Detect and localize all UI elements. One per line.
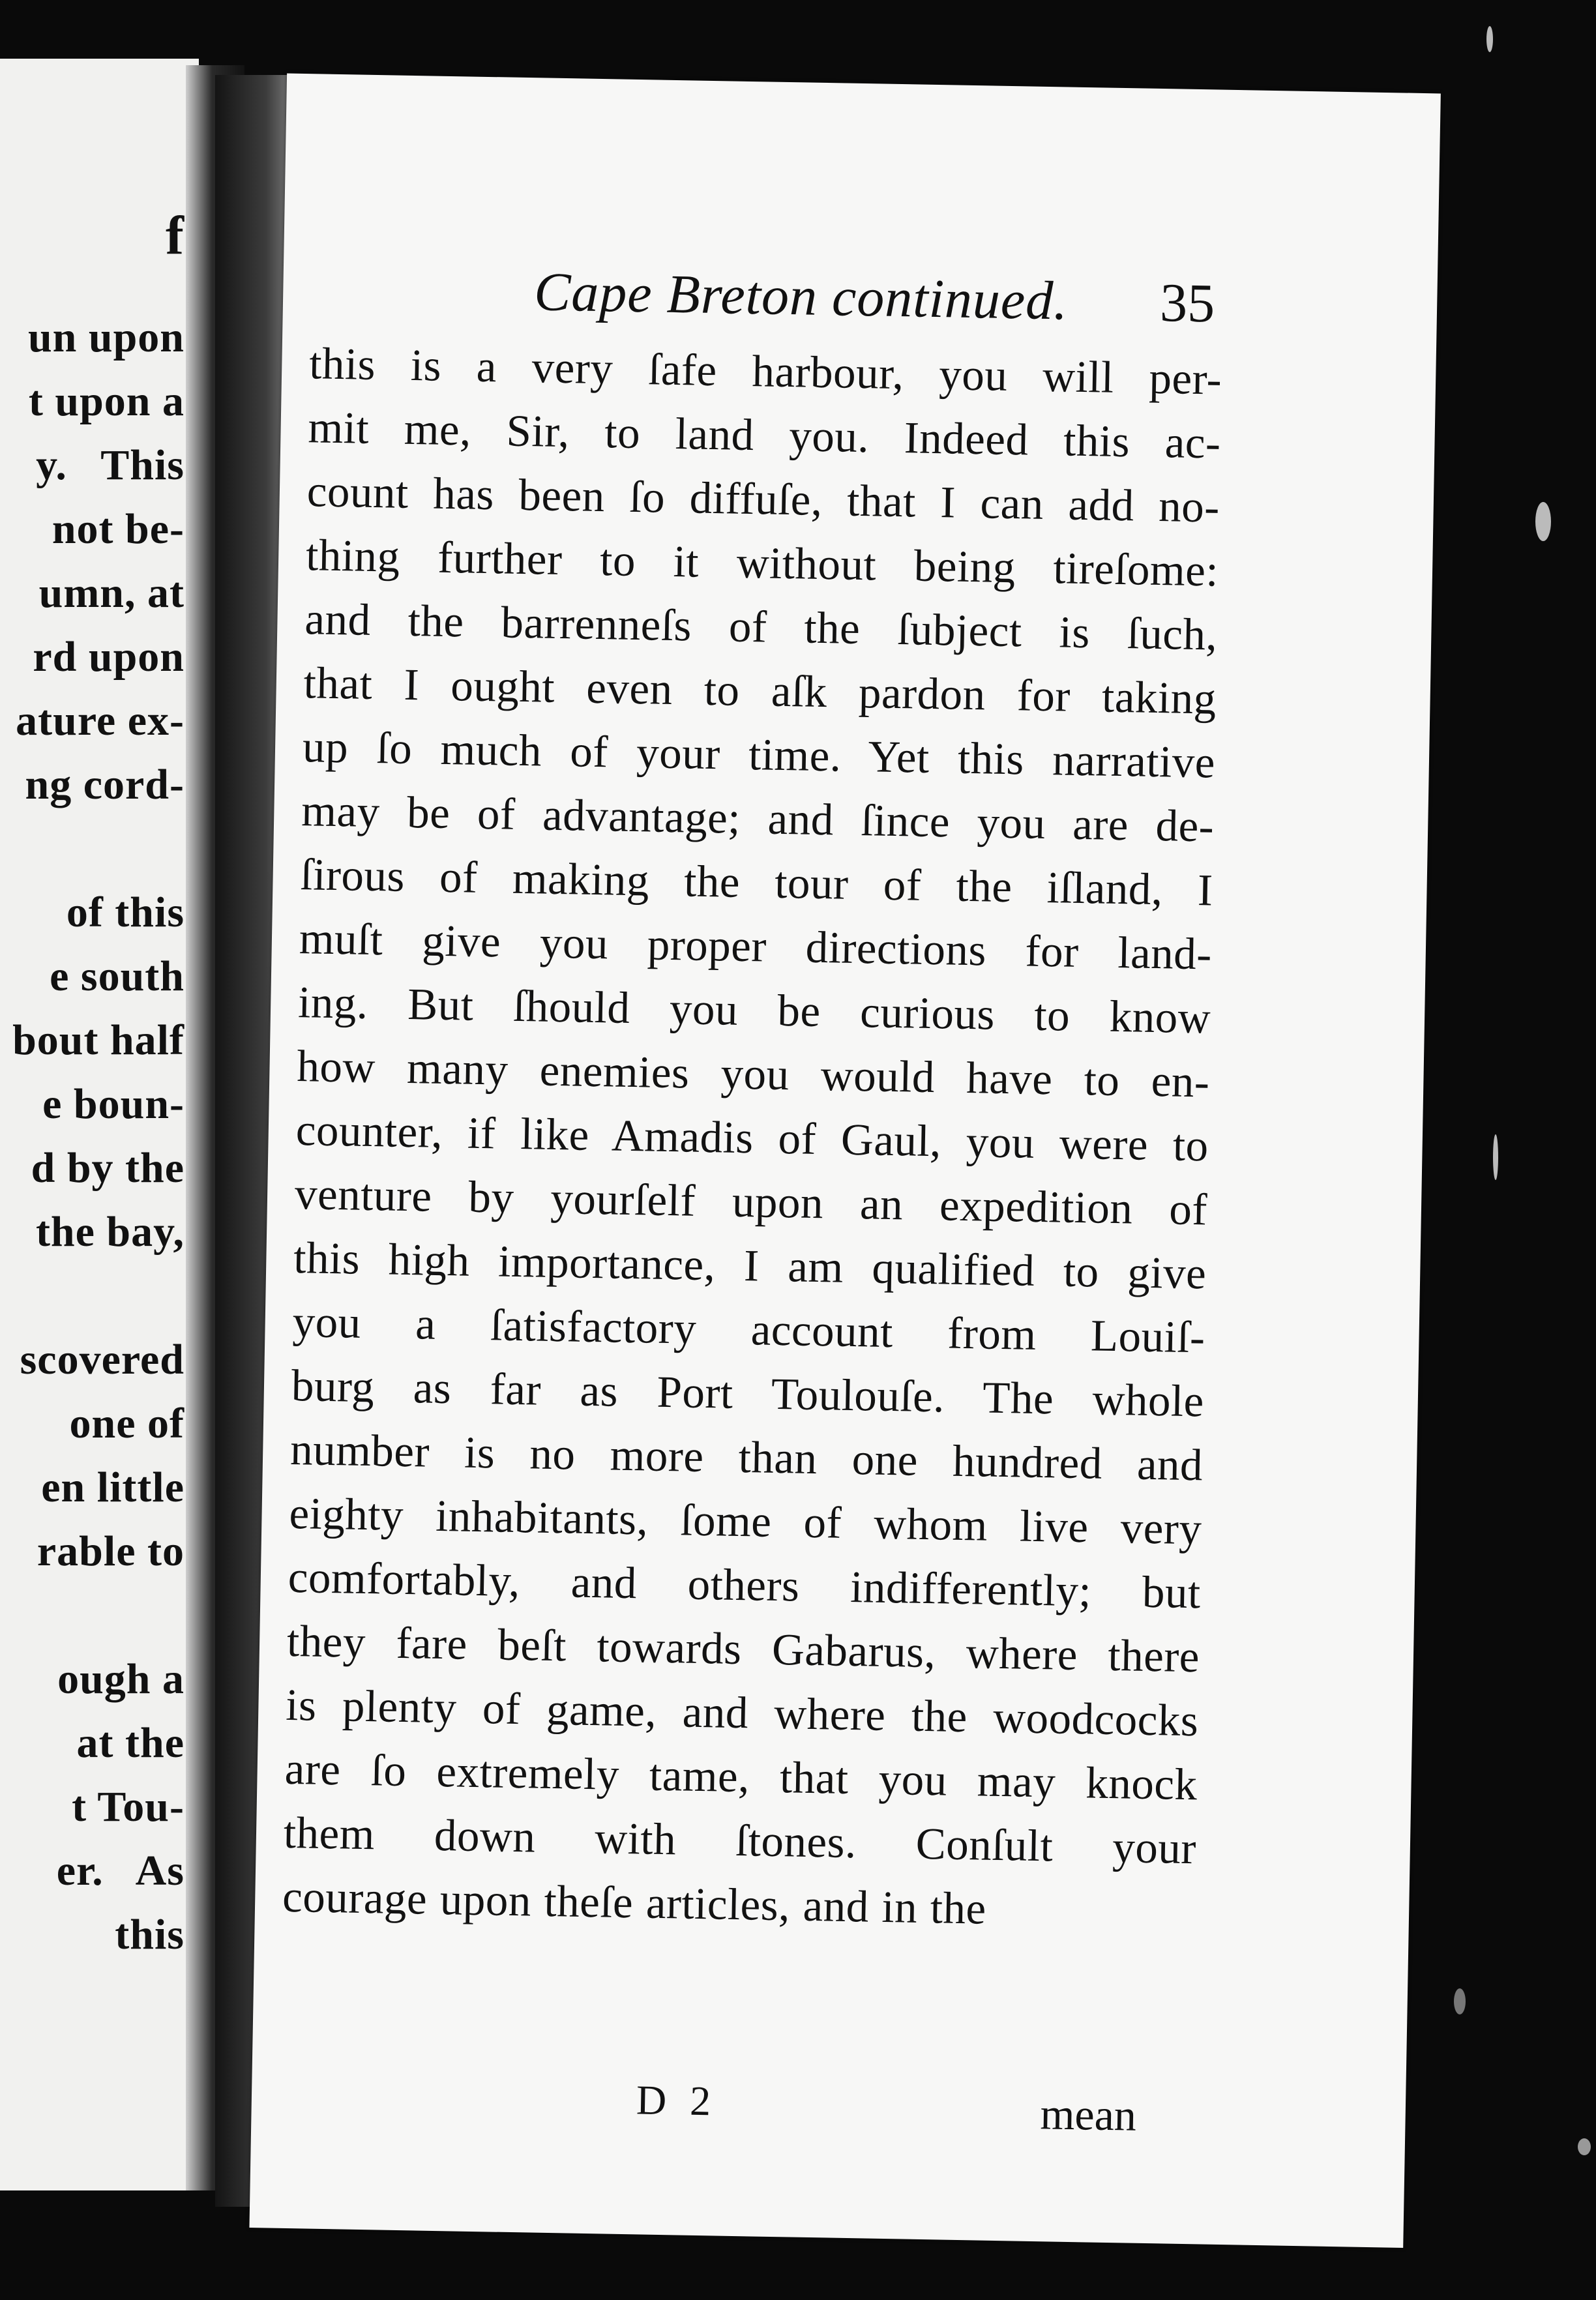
book-page (249, 74, 1440, 2248)
left-page-line: one of (69, 1400, 185, 1447)
signature-mark: D 2 (636, 2076, 718, 2125)
left-page-line: e boun- (42, 1080, 185, 1128)
text-line: are ſo extremely tame, that you may knock (284, 1743, 1198, 1810)
text-line: them down with ſtones. Conſult your (283, 1807, 1197, 1874)
left-page-line: en little (41, 1464, 185, 1511)
left-facing-page (0, 59, 199, 2190)
text-line: may be of advantage; and ſince you are de- (301, 786, 1215, 851)
scan-speck (1493, 1134, 1498, 1180)
text-line: ing. But ſhould you be curious to know (297, 977, 1211, 1043)
text-line: that I ought even to aſk pardon for taking (303, 658, 1217, 724)
scan-speck (1535, 502, 1551, 541)
text-line: ſirous of making the tour of the iſland, I (300, 849, 1214, 915)
left-page-line: ature ex- (16, 697, 185, 745)
left-page-line: un upon (27, 314, 185, 361)
text-line: this is a very ſafe harbour, you will per- (308, 338, 1222, 404)
text-line: and the barrenneſs of the ſubject is ſuch, (304, 594, 1218, 660)
left-page-line: of this (66, 889, 185, 936)
running-header-title: Cape Breton continued. (533, 261, 1069, 332)
catchword: mean (1040, 2089, 1137, 2140)
text-line: is plenty of game, and where the woodcocks (285, 1679, 1199, 1746)
left-page-line: rd upon (33, 633, 185, 681)
text-line: eighty inhabitants, ſome of whom live very (288, 1488, 1203, 1554)
left-page-line: t Tou- (72, 1783, 185, 1831)
text-line: mit me, Sir, to land you. Indeed this ac- (308, 402, 1222, 468)
scan-speck (1486, 26, 1493, 52)
left-page-line: bout half (12, 1016, 185, 1064)
scan-speck (1578, 2138, 1591, 2155)
text-line: this high importance, I am qualified to give (293, 1233, 1207, 1299)
left-page-line: y. This (36, 441, 185, 489)
text-line: number is no more than one hundred and (289, 1424, 1204, 1490)
left-page-line: at the (76, 1719, 185, 1767)
left-page-line: ng cord- (25, 761, 185, 808)
page-number: 35 (1159, 272, 1215, 334)
left-page-line: rable to (37, 1527, 185, 1575)
text-line: count has been ſo diffuſe, that I can add no- (306, 466, 1220, 532)
left-page-line: d by the (31, 1144, 185, 1192)
text-line: thing further to it without being tireſome: (305, 530, 1219, 596)
text-line: counter, if like Amadis of Gaul, you were to (295, 1105, 1209, 1171)
text-line: how many enemies you would have to en- (296, 1041, 1211, 1107)
left-page-line: umn, at (38, 569, 185, 617)
scan-speck (1454, 1988, 1466, 2014)
text-line: courage upon theſe articles, and in the (282, 1871, 987, 1934)
text-line: up ſo much of your time. Yet this narrative (302, 722, 1216, 788)
left-page-line: er. As (56, 1847, 185, 1895)
text-line: muſt give you proper directions for land- (299, 913, 1213, 979)
left-page-line: t upon a (28, 377, 185, 425)
left-page-line: e south (50, 952, 185, 1000)
body-text (282, 331, 1222, 1944)
left-page-line: scovered (20, 1336, 185, 1383)
text-line: you a ſatisfactory account from Louiſ- (292, 1297, 1206, 1363)
left-page-line: ough a (57, 1655, 185, 1703)
left-page-line: this (115, 1911, 185, 1958)
left-page-line: not be- (52, 505, 185, 553)
left-page-line: f (166, 205, 185, 266)
left-page-line: the bay, (35, 1208, 185, 1256)
text-line: comfortably, and others indifferently; but (288, 1552, 1202, 1618)
text-line: venture by yourſelf upon an expedition of (294, 1169, 1208, 1235)
text-line: burg as far as Port Toulouſe. The whole (291, 1360, 1205, 1426)
text-line: they fare beſt towards Gabarus, where there (286, 1615, 1200, 1682)
